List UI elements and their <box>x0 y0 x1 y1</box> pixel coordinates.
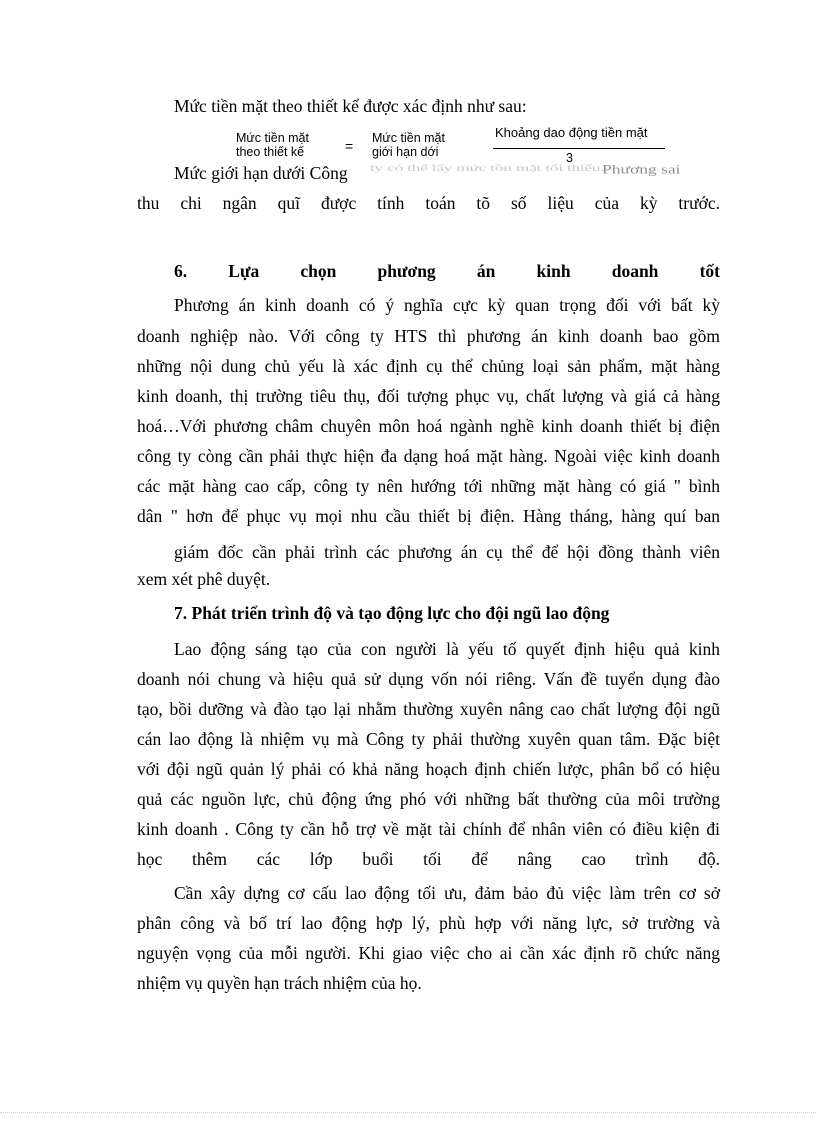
page-bottom-edge <box>0 1112 816 1113</box>
section7-p1-line: doanh nói chung và hiệu quả sử dụng vốn nói riêng. Vấn đề tuyển dụng đào <box>137 669 720 689</box>
formula-lhs-line2: theo thiết kế <box>236 145 305 159</box>
formula-lhs-line1: Mức tiền mặt <box>236 131 309 145</box>
section7-p1-line: Lao động sáng tạo của con người là yếu tố quyết định hiệu quả kinh <box>174 639 720 659</box>
section7-p2-line: nguyện vọng của mỗi người. Khi giao việc cho ai cần xác định rõ chức năng <box>137 943 720 963</box>
section7-p1-line: với đội ngũ quản lý phải có khả năng hoạch định chiến lược, phân bổ có hiệu <box>137 759 720 779</box>
section7-p2-line: phân công và bố trí lao động hợp lý, phù hợp với năng lực, sở trường và <box>137 913 720 933</box>
formula-numerator: Khoảng dao động tiền mặt <box>495 125 648 140</box>
lower-limit-obscured-text: ty có thể lấy mức tồn mặt tối thiểu. <box>370 162 605 174</box>
formula-equals: = <box>345 138 354 154</box>
section6-line: Phương án kinh doanh có ý nghĩa cực kỳ quan trọng đối với bất kỳ <box>174 295 720 315</box>
formula-rhs-line1: Mức tiền mặt <box>372 131 445 145</box>
fraction-bar <box>493 148 665 149</box>
section6-line: kinh doanh, thị trường tiêu thụ, đối tượng phục vụ, chất lượng và giá cả hàng <box>137 386 720 406</box>
section6-line: doanh nghiệp nào. Với công ty HTS thì phương án kinh doanh bao gồm <box>137 326 720 346</box>
lower-limit-line1-end: Phương sai <box>602 162 681 177</box>
section7-p1-line: kinh doanh . Công ty cần hỗ trợ về mặt tài chính để nhân viên có điều kiện đi <box>137 819 720 839</box>
section7-p1-line: quả các nguồn lực, chủ động ứng phó với những bất thường của môi trường <box>137 789 720 809</box>
section6-line: giám đốc cần phải trình các phương án cụ thể để hội đồng thành viên <box>174 542 720 562</box>
section7-p1-line: học thêm các lớp buổi tối để nâng cao trình độ. <box>137 849 720 869</box>
section6-line: hoá…Với phương châm chuyên môn hoá ngành nghề kinh doanh thiết bị điện <box>137 416 720 436</box>
section6-line: công ty còng cần phải thực hiện đa dạng hoá mặt hàng. Ngoài việc kinh doanh <box>137 446 720 466</box>
section6-line: các mặt hàng cao cấp, công ty nên hướng tới những mặt hàng có giá " bình <box>137 476 720 496</box>
intro-line: Mức tiền mặt theo thiết kế được xác định như sau: <box>174 96 527 116</box>
section6-line: những nội dung chủ yếu là xác định cụ thể chủng loại sản phẩm, mặt hàng <box>137 356 720 376</box>
section7-p1-line: tạo, bồi dưỡng và đào tạo lại nhằm thường xuyên nâng cao chất lượng đội ngũ <box>137 699 720 719</box>
section6-heading: 6. Lựa chọn phương án kinh doanh tốt <box>174 261 720 281</box>
section7-p1-line: cán lao động là nhiệm vụ mà Công ty phải thường xuyên quan tâm. Đặc biệt <box>137 729 720 749</box>
lower-limit-line2: thu chi ngân quĩ được tính toán tõ số liệu của kỳ trước. <box>137 193 720 213</box>
section6-line: xem xét phê duyệt. <box>137 569 271 589</box>
section6-line: dân " hơn để phục vụ mọi nhu cầu thiết bị điện. Hàng tháng, hàng quí ban <box>137 506 720 526</box>
formula-rhs-line2: giới hạn dới <box>372 145 439 159</box>
section7-p2-line: nhiệm vụ quyền hạn trách nhiệm của họ. <box>137 973 422 993</box>
section7-heading: 7. Phát triển trình độ và tạo động lực cho đội ngũ lao động <box>174 603 610 623</box>
lower-limit-line1-start: Mức giới hạn dưới Công <box>174 163 348 183</box>
formula-denominator: 3 <box>566 151 573 165</box>
section7-p2-line: Cần xây dựng cơ cấu lao động tối ưu, đảm bảo đủ việc làm trên cơ sở <box>174 883 720 903</box>
